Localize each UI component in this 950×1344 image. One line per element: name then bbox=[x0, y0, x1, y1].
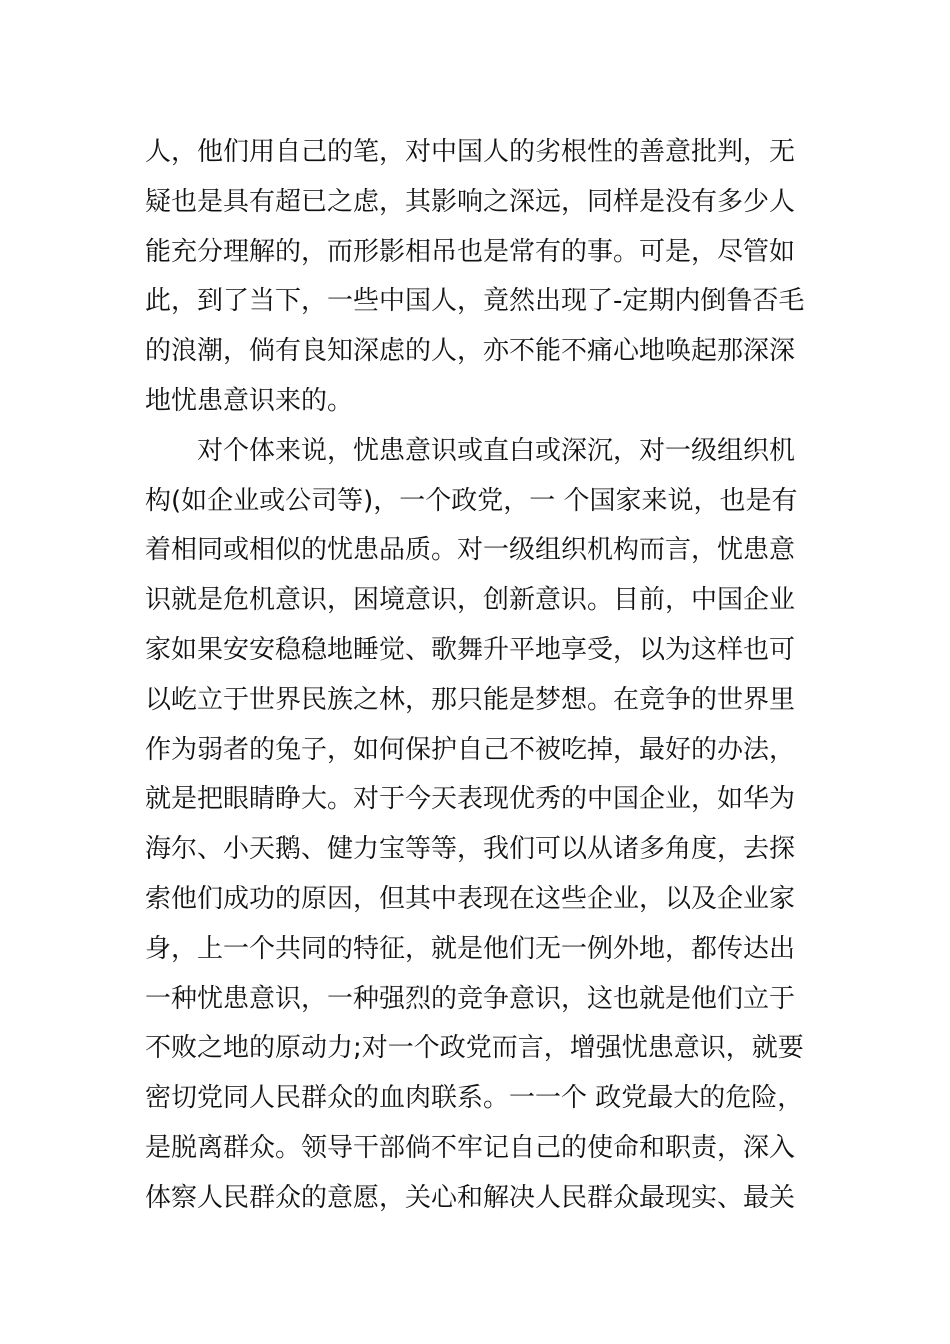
text-line: 疑也是具有超已之虑，其影响之深远，同样是没有多少人 bbox=[145, 186, 796, 217]
text-line: 着相同或相似的忧患品质。对一级组织机构而言，忧患意 bbox=[145, 535, 796, 566]
text-line: 体察人民群众的意愿，关心和解决人民群众最现实、最关 bbox=[145, 1182, 796, 1213]
text-line: 识就是危机意识，困境意识，创新意识。目前，中国企业 bbox=[145, 585, 796, 616]
text-line: 是脱离群众。领导干部倘不牢记自己的使命和职责，深入 bbox=[145, 1132, 796, 1163]
text-line: 海尔、小天鹅、健力宝等等，我们可以从诸多角度，去探 bbox=[145, 834, 796, 865]
text-line: 不败之地的原动力;对一个政党而言，增强忧患意识，就要 bbox=[145, 1033, 804, 1064]
text-line: 构(如企业或公司等)，一个政党，一 个国家来说，也是有 bbox=[145, 485, 798, 516]
text-line: 人，他们用自己的笔，对中国人的劣根性的善意批判，无 bbox=[145, 137, 796, 167]
text-line: 密切党同人民群众的血肉联系。一一个 政党最大的危险， bbox=[145, 1083, 804, 1114]
text-line: 对个体来说，忧患意识或直白或深沉，对一级组织机 bbox=[145, 435, 796, 466]
text-line: 作为弱者的兔子，如何保护自己不被吃掉，最好的办法， bbox=[145, 734, 796, 765]
text-line: 一种忧患意识，一种强烈的竞争意识，这也就是他们立于 bbox=[145, 983, 796, 1014]
text-line: 索他们成功的原因，但其中表现在这些企业，以及企业家 bbox=[145, 883, 796, 914]
text-line: 地忧患意识来的。 bbox=[145, 385, 354, 416]
text-line: 此，到了当下，一些中国人，竟然出现了-定期内倒鲁否毛 bbox=[145, 286, 805, 317]
body-text bbox=[145, 128, 815, 1224]
text-line: 身，上一个共同的特征，就是他们无一例外地，都传达出 bbox=[145, 933, 796, 964]
text-line: 以屹立于世界民族之林，那只能是梦想。在竞争的世界里 bbox=[145, 684, 796, 715]
text-line: 就是把眼睛睁大。对于今天表现优秀的中国企业，如华为 bbox=[145, 784, 796, 815]
text-line: 的浪潮，倘有良知深虑的人，亦不能不痛心地唤起那深深 bbox=[145, 336, 796, 367]
text-line: 能充分理解的，而形影相吊也是常有的事。可是，尽管如 bbox=[145, 236, 796, 267]
text-line: 家如果安安稳稳地睡觉、歌舞升平地享受，以为这样也可 bbox=[145, 634, 796, 665]
